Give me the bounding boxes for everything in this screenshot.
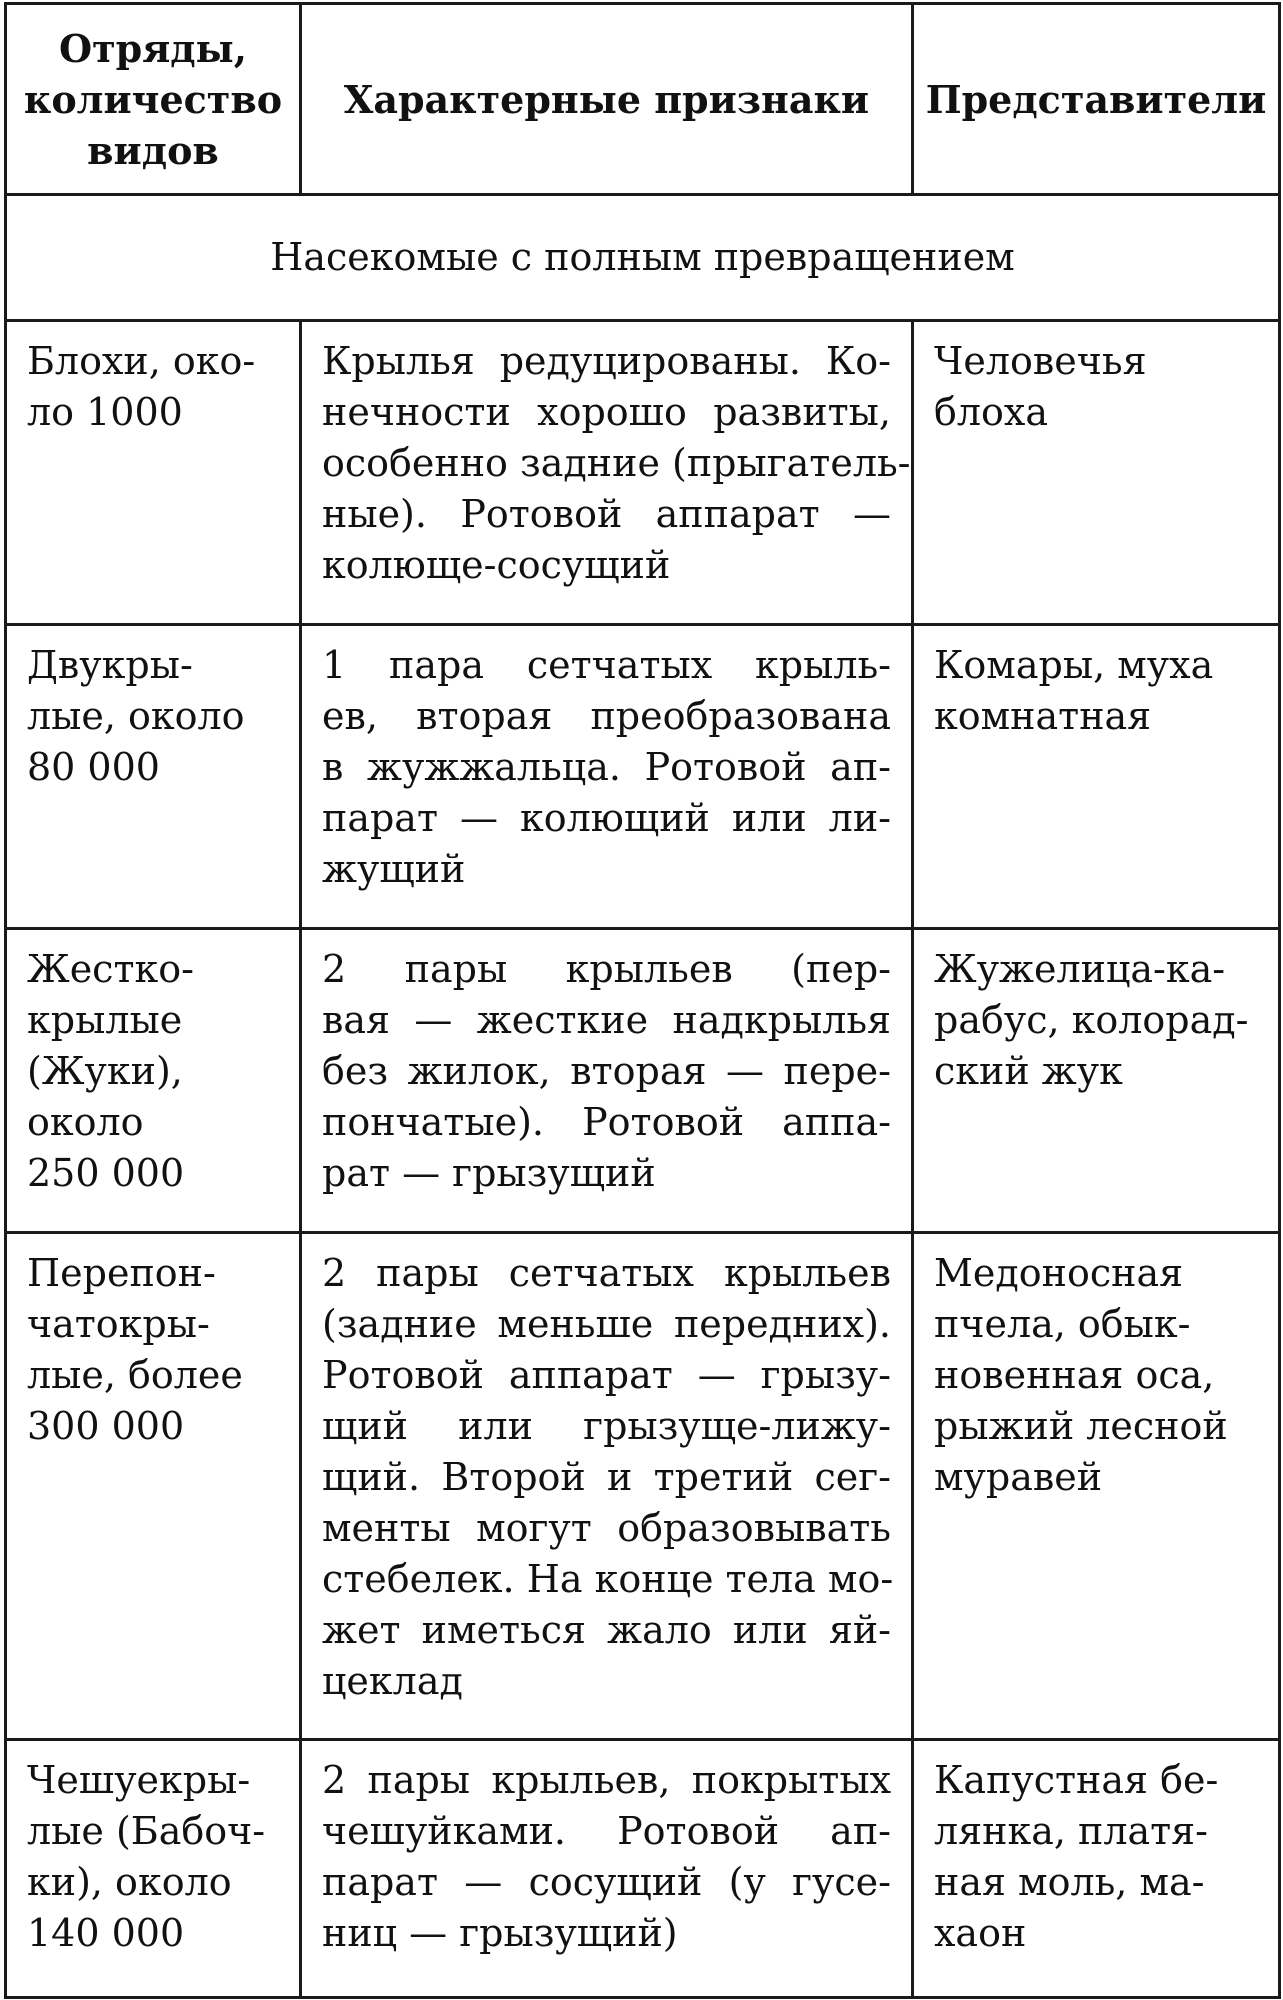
table-row — [6, 1233, 1280, 1740]
feature-line: цеклад — [322, 1659, 463, 1703]
feature-line: особенно задние (прыгатель- — [322, 441, 911, 485]
representatives-cell — [913, 929, 1280, 1233]
order-cell — [6, 625, 301, 929]
rep-line: Медоносная — [934, 1251, 1184, 1295]
order-cell — [6, 321, 301, 625]
feature-line: жущий — [322, 847, 466, 891]
feature-line: в жужжальца. Ротовой ап- — [322, 745, 891, 789]
feature-line: колюще-сосущий — [322, 543, 671, 587]
feature-line: рат — грызущий — [322, 1151, 656, 1195]
header-features-cell: Характерные признаки — [301, 4, 913, 195]
order-cell — [6, 1233, 301, 1740]
rep-line: блоха — [934, 390, 1048, 434]
rep-line: лянка, платя- — [934, 1809, 1208, 1853]
features-cell — [301, 929, 913, 1233]
rep-line: комнатная — [934, 694, 1152, 738]
features-cell — [301, 1233, 913, 1740]
representatives-cell — [913, 1740, 1280, 1998]
order-cell — [6, 1740, 301, 1998]
section-row — [6, 195, 1280, 321]
feature-line: щий. Второй и третий сег- — [322, 1455, 891, 1499]
feature-line: ниц — грызущий) — [322, 1911, 678, 1955]
rep-line: муравей — [934, 1455, 1103, 1499]
feature-line: ные). Ротовой аппарат — — [322, 492, 891, 536]
table-row — [6, 929, 1280, 1233]
rep-line: Капустная бе- — [934, 1758, 1219, 1802]
order-line: ло 1000 — [27, 390, 183, 434]
feature-line: 2 пары крыльев, покрытых — [322, 1758, 891, 1802]
order-line: Чешуекры- — [27, 1758, 251, 1802]
order-line: лые (Бабоч- — [27, 1809, 266, 1853]
rep-line: рабус, колорад- — [934, 998, 1249, 1042]
representatives-cell — [913, 321, 1280, 625]
feature-line: жет иметься жало или яй- — [322, 1608, 891, 1652]
order-cell — [6, 929, 301, 1233]
feature-line: ев, вторая преобразована — [322, 694, 891, 738]
order-line: лые, около — [27, 694, 245, 738]
order-line: Перепон- — [27, 1251, 216, 1295]
order-line: ки), около — [27, 1860, 232, 1904]
order-line: 140 000 — [27, 1911, 185, 1955]
feature-line: стебелек. На конце тела мо- — [322, 1557, 894, 1601]
feature-line: вая — жесткие надкрылья — [322, 998, 891, 1042]
order-line: 250 000 — [27, 1151, 185, 1195]
features-cell — [301, 1740, 913, 1998]
header-order-line: видов — [87, 127, 219, 173]
table-row — [6, 1740, 1280, 1998]
header-row — [6, 4, 1280, 195]
order-line: (Жуки), — [27, 1049, 183, 1093]
rep-line: ная моль, ма- — [934, 1860, 1205, 1904]
feature-line: парат — сосущий (у гусе- — [322, 1860, 891, 1904]
rep-line: хаон — [934, 1911, 1027, 1955]
order-line: чатокры- — [27, 1302, 210, 1346]
feature-line: нечности хорошо развиты, — [322, 390, 891, 434]
section-title: Насекомые с полным превращением — [6, 195, 1280, 321]
rep-line: ский жук — [934, 1049, 1123, 1093]
feature-line: (задние меньше передних). — [322, 1302, 891, 1346]
header-order-line: количество — [23, 76, 283, 122]
rep-line: новенная оса, — [934, 1353, 1215, 1397]
feature-line: Ротовой аппарат — грызу- — [322, 1353, 891, 1397]
feature-line: менты могут образовывать — [322, 1506, 891, 1550]
representatives-cell — [913, 625, 1280, 929]
features-cell — [301, 321, 913, 625]
feature-line: 2 пары сетчатых крыльев — [322, 1251, 891, 1295]
feature-line: парат — колющий или ли- — [322, 796, 891, 840]
rep-line: рыжий лесной — [934, 1404, 1228, 1448]
rep-line: пчела, обык- — [934, 1302, 1191, 1346]
rep-line: Комары, муха — [934, 643, 1214, 687]
table-row — [6, 625, 1280, 929]
rep-line: Человечья — [934, 339, 1147, 383]
feature-line: чешуйками. Ротовой ап- — [322, 1809, 891, 1853]
order-line: крылые — [27, 998, 183, 1042]
order-line: 80 000 — [27, 745, 160, 789]
header-order-line: Отряды, — [59, 25, 247, 71]
features-cell — [301, 625, 913, 929]
insect-orders-table — [4, 2, 1281, 1999]
header-order-cell — [6, 4, 301, 195]
header-representatives-cell: Представители — [913, 4, 1280, 195]
order-line: около — [27, 1100, 144, 1144]
order-line: Двукры- — [27, 643, 193, 687]
rep-line: Жужелица-ка- — [934, 947, 1226, 991]
feature-line: 1 пара сетчатых крыль- — [322, 643, 891, 687]
order-line: 300 000 — [27, 1404, 185, 1448]
representatives-cell — [913, 1233, 1280, 1740]
feature-line: Крылья редуцированы. Ко- — [322, 339, 891, 383]
feature-line: без жилок, вторая — пере- — [322, 1049, 891, 1093]
feature-line: пончатые). Ротовой аппа- — [322, 1100, 891, 1144]
order-line: Блохи, око- — [27, 339, 256, 383]
feature-line: щий или грызуще-лижу- — [322, 1404, 891, 1448]
order-line: Жестко- — [27, 947, 194, 991]
feature-line: 2 пары крыльев (пер- — [322, 947, 891, 991]
order-line: лые, более — [27, 1353, 243, 1397]
table-row — [6, 321, 1280, 625]
